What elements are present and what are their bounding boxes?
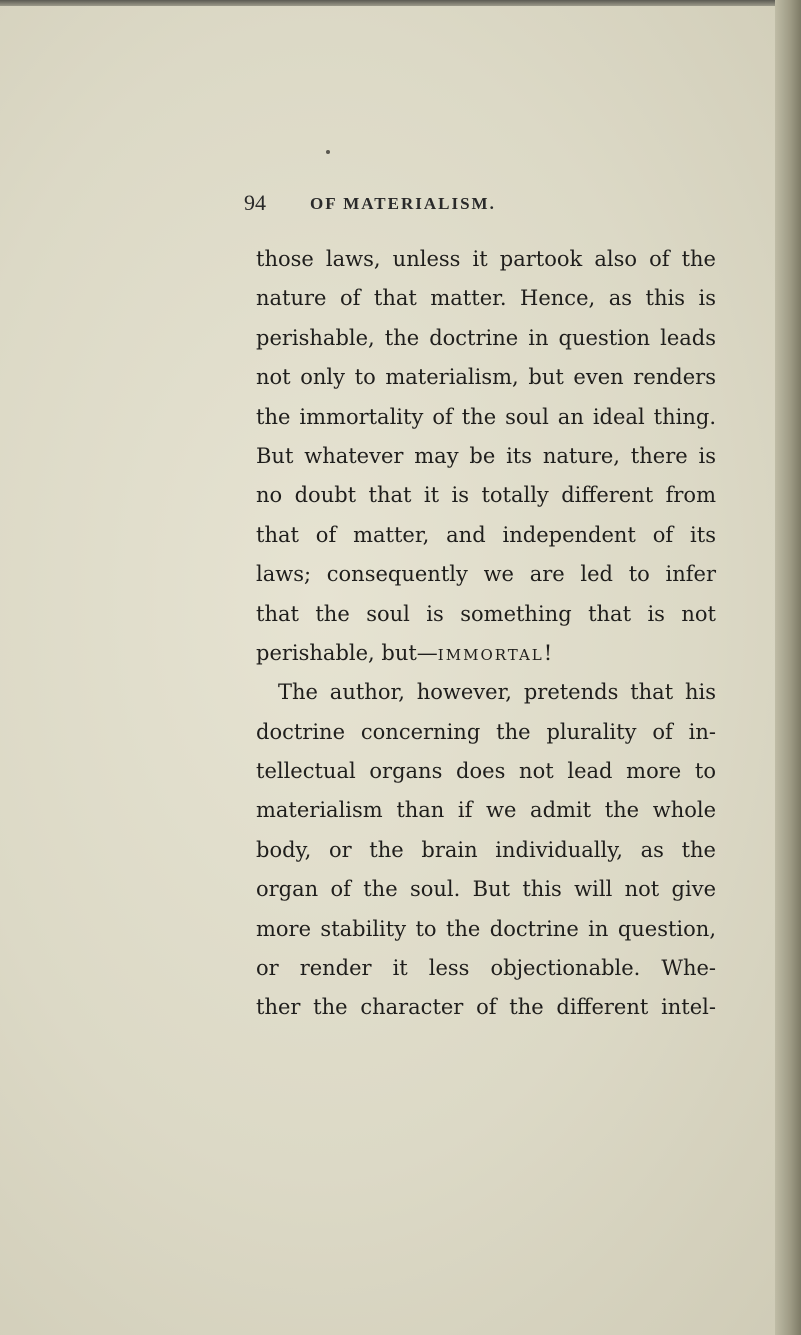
text-line: the immortality of the soul an ideal thing. <box>256 404 716 429</box>
text-line: not only to materialism, but even renders <box>256 365 716 390</box>
page-right-edge <box>775 0 801 1335</box>
text-line: ther the character of the different intel- <box>256 995 716 1020</box>
immortal-word: immortal! <box>437 640 555 665</box>
text-line: materialism than if we admit the whole <box>256 798 716 823</box>
text-line-prefix: perishable, but— <box>256 640 438 665</box>
page-number: 94 <box>244 190 266 215</box>
paragraph-start-line: The author, however, pretends that his <box>278 680 716 705</box>
text-line: those laws, unless it partook also of the <box>256 247 716 271</box>
text-line: body, or the brain individually, as the <box>256 837 716 862</box>
text-line-immortal <box>256 634 716 673</box>
page-top-edge <box>0 0 801 6</box>
text-line: perishable, the doctrine in question leads <box>256 325 716 350</box>
text-line: more stability to the doctrine in question, <box>256 916 716 941</box>
text-line: But whatever may be its nature, there is <box>256 443 716 468</box>
text-line: nature of that matter. Hence, as this is <box>256 286 716 311</box>
paper-speck <box>326 150 330 154</box>
text-line: doctrine concerning the plurality of in- <box>256 719 716 744</box>
body-text <box>256 240 716 1028</box>
text-line: organ of the soul. But this will not give <box>256 877 716 902</box>
text-line: that of matter, and independent of its <box>256 522 716 547</box>
text-line: laws; consequently we are led to infer <box>256 562 716 587</box>
text-line: or render it less objectionable. Whe- <box>256 956 716 981</box>
text-line: no doubt that it is totally different from <box>256 483 716 508</box>
page-header <box>244 192 664 220</box>
text-line: tellectual organs does not lead more to <box>256 759 716 784</box>
running-head: OF MATERIALISM. <box>310 194 496 213</box>
text-line: that the soul is something that is not <box>256 601 716 626</box>
